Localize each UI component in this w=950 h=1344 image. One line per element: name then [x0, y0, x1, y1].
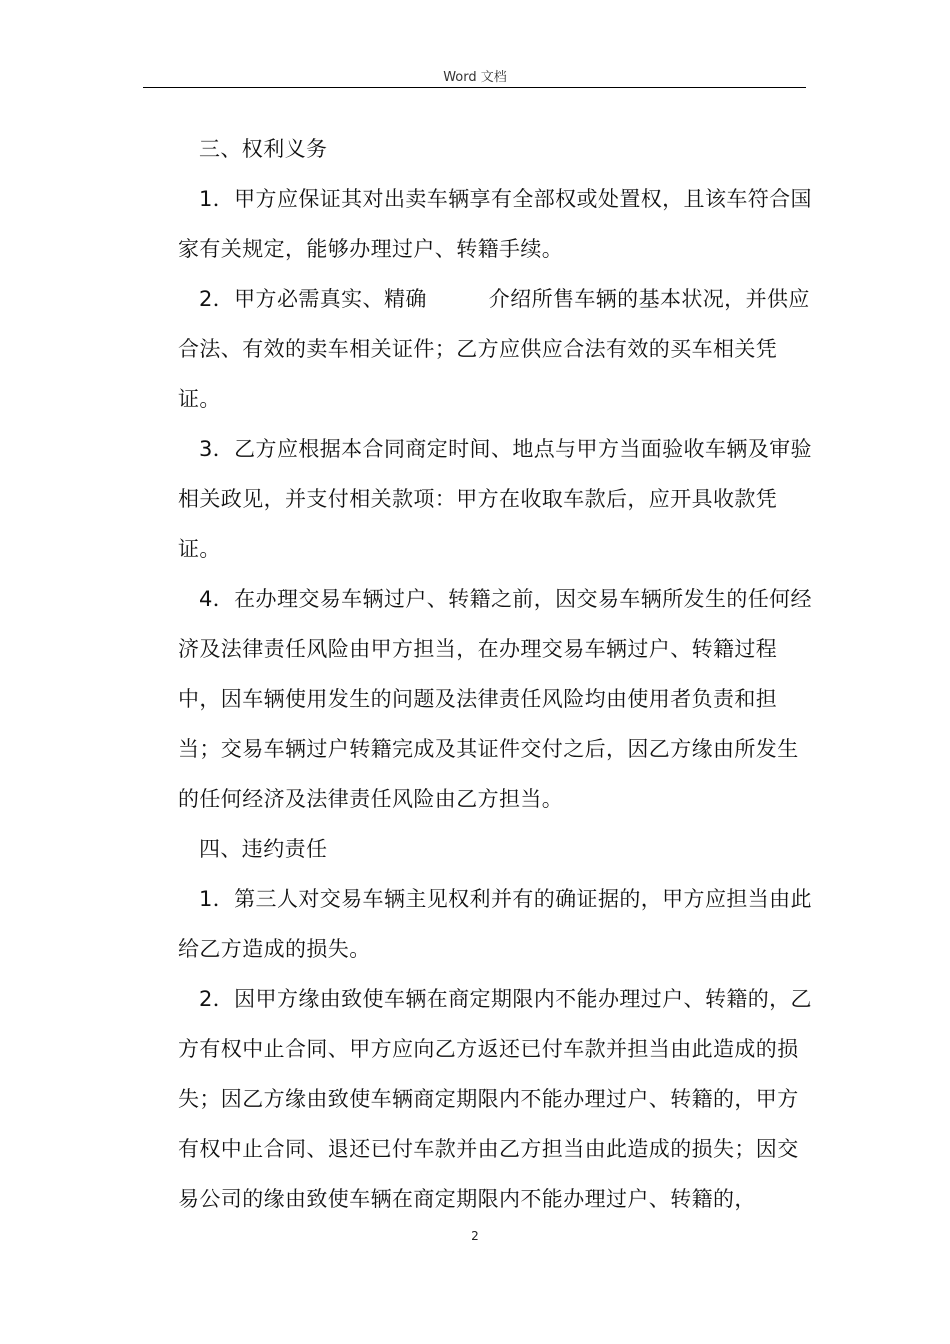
paragraph-4-2: 2．因甲方缘由致使车辆在商定期限内不能办理过户、转籍的，乙方有权中止合同、甲方应向乙方返还已付车款并担当由此造成的损失；因乙方缘由致使车辆商定期限内不能办理过户、转籍的，甲方有权中止合同、退还已付车款并由乙方担当由此造成的损失；因交易公司的缘由致使车辆在商定期限内不能办理过户、转籍的， [178, 987, 812, 1211]
header-divider [143, 87, 806, 88]
document-body [178, 124, 818, 1224]
section-heading-breach-liability: 四、违约责任 [199, 837, 328, 861]
paragraph-4-1: 1．第三人对交易车辆主见权利并有的确证据的，甲方应担当由此给乙方造成的损失。 [178, 887, 812, 961]
paragraph-3-4: 4．在办理交易车辆过户、转籍之前，因交易车辆所发生的任何经济及法律责任风险由甲方担当，在办理交易车辆过户、转籍过程中，因车辆使用发生的问题及法律责任风险均由使用者负责和担当；交易车辆过户转籍完成及其证件交付之后，因乙方缘由所发生的任何经济及法律责任风险由乙方担当。 [178, 587, 812, 811]
page-header-title: Word 文档 [443, 70, 507, 85]
page-number: 2 [471, 1229, 479, 1243]
section-heading-rights-obligations: 三、权利义务 [199, 137, 328, 161]
paragraph-3-2-part-b: 介绍所售车辆的基本状况，并供应合法、有效的卖车相关证件；乙方应供应合法有效的买车相关凭证。 [178, 287, 810, 411]
paragraph-3-2-part-a: 2．甲方必需真实、精确 [199, 287, 427, 311]
paragraph-3-2 [178, 274, 818, 424]
paragraph-3-3: 3．乙方应根据本合同商定时间、地点与甲方当面验收车辆及审验相关政见，并支付相关款项：甲方在收取车款后，应开具收款凭证。 [178, 437, 812, 561]
paragraph-3-1: 1．甲方应保证其对出卖车辆享有全部权或处置权，且该车符合国家有关规定，能够办理过户、转籍手续。 [178, 187, 812, 261]
